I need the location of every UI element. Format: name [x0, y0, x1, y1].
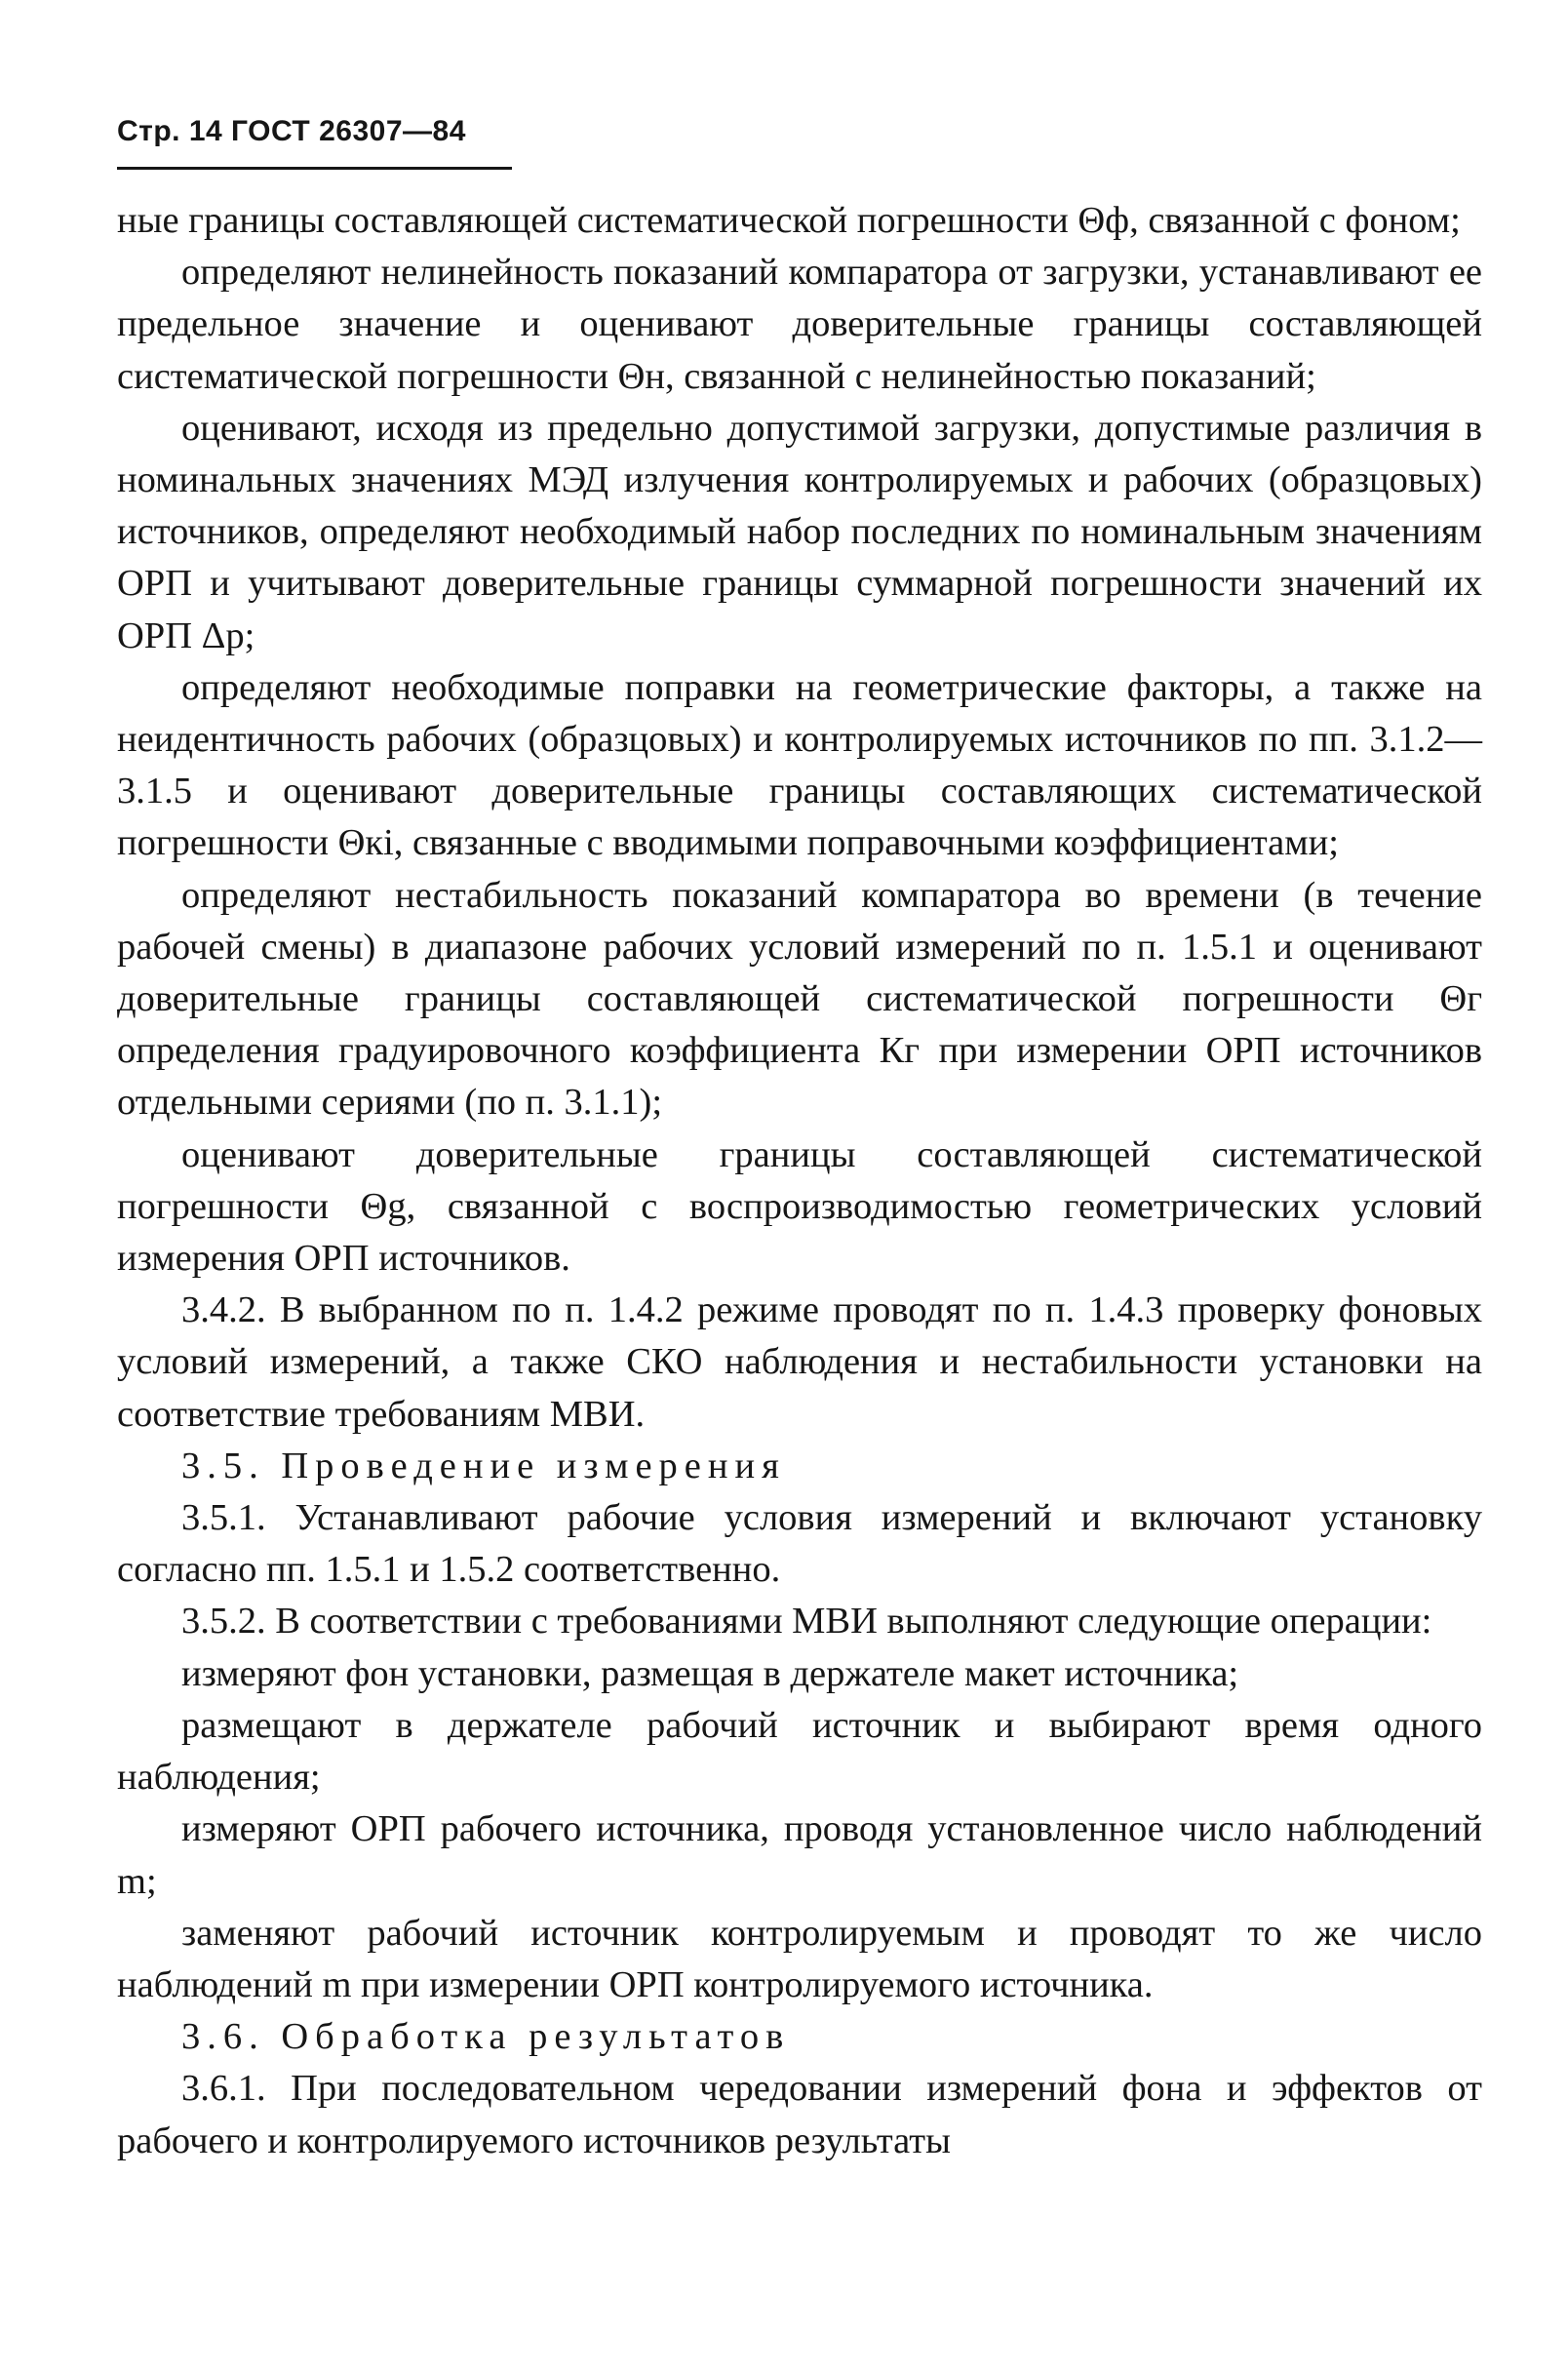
paragraph: определяют нестабильность показаний компаратора во времени (в течение рабочей смены) в диапазоне рабочих условий измерений по п. 1.5.1 и оценивают доверительные границы составляющей систематической погрешности Θг определения градуировочного коэффициента Кг при измерении ОРП источников отдельными сериями (по п. 3.1.1); [117, 874, 1482, 1124]
paragraph: определяют необходимые поправки на геометрические факторы, а также на неидентичность рабочих (образцовых) и контролируемых источников по пп. 3.1.2—3.1.5 и оценивают доверительные границы составляющих систематической погрешности Θкi, связанные с вводимыми поправочными коэффициентами; [117, 666, 1482, 864]
paragraph: измеряют фон установки, размещая в держателе макет источника; [181, 1652, 1239, 1694]
paragraph: ные границы составляющей систематической погрешности Θф, связанной с фоном; [117, 200, 1461, 241]
document-body [117, 195, 1482, 2167]
page-header: Стр. 14 ГОСТ 26307—84 [117, 115, 466, 147]
section-heading: 3.5. Проведение измерения [181, 1445, 786, 1486]
paragraph: определяют нелинейность показаний компаратора от загрузки, устанавливают ее предельное значение и оценивают доверительные границы составляющей систематической погрешности Θн, связанной с нелинейностью показаний; [117, 252, 1482, 397]
paragraph: оценивают доверительные границы составляющей систематической погрешности Θg, связанной с воспроизводимостью геометрических условий измерения ОРП источников. [117, 1133, 1482, 1280]
paragraph: 3.5.2. В соответствии с требованиями МВИ выполняют следующие операции: [181, 1601, 1432, 1643]
paragraph: 3.5.1. Устанавливают рабочие условия измерений и включают установку согласно пп. 1.5.1 и 1.5.2 соответственно. [117, 1497, 1482, 1591]
paragraph: оценивают, исходя из предельно допустимой загрузки, допустимые различия в номинальных значениях МЭД излучения контролируемых и рабочих (образцовых) источников, определяют необходимый набор последних по номинальным значениям ОРП и учитывают доверительные границы суммарной погрешности значений их ОРП Δр; [117, 407, 1482, 656]
header-rule [117, 167, 512, 170]
paragraph: 3.4.2. В выбранном по п. 1.4.2 режиме проводят по п. 1.4.3 проверку фоновых условий измерений, а также СКО наблюдения и нестабильности установки на соответствие требованиям МВИ. [117, 1289, 1482, 1435]
paragraph: измеряют ОРП рабочего источника, проводя установленное число наблюдений m; [117, 1808, 1482, 1902]
paragraph: размещают в держателе рабочий источник и выбирают время одного наблюдения; [117, 1704, 1482, 1799]
paragraph: заменяют рабочий источник контролируемым и проводят то же число наблюдений m при измерении ОРП контролируемого источника. [117, 1912, 1482, 2005]
paragraph: 3.6.1. При последовательном чередовании измерений фона и эффектов от рабочего и контролируемого источников результаты [117, 2068, 1482, 2161]
section-heading: 3.6. Обработка результатов [181, 2016, 791, 2058]
